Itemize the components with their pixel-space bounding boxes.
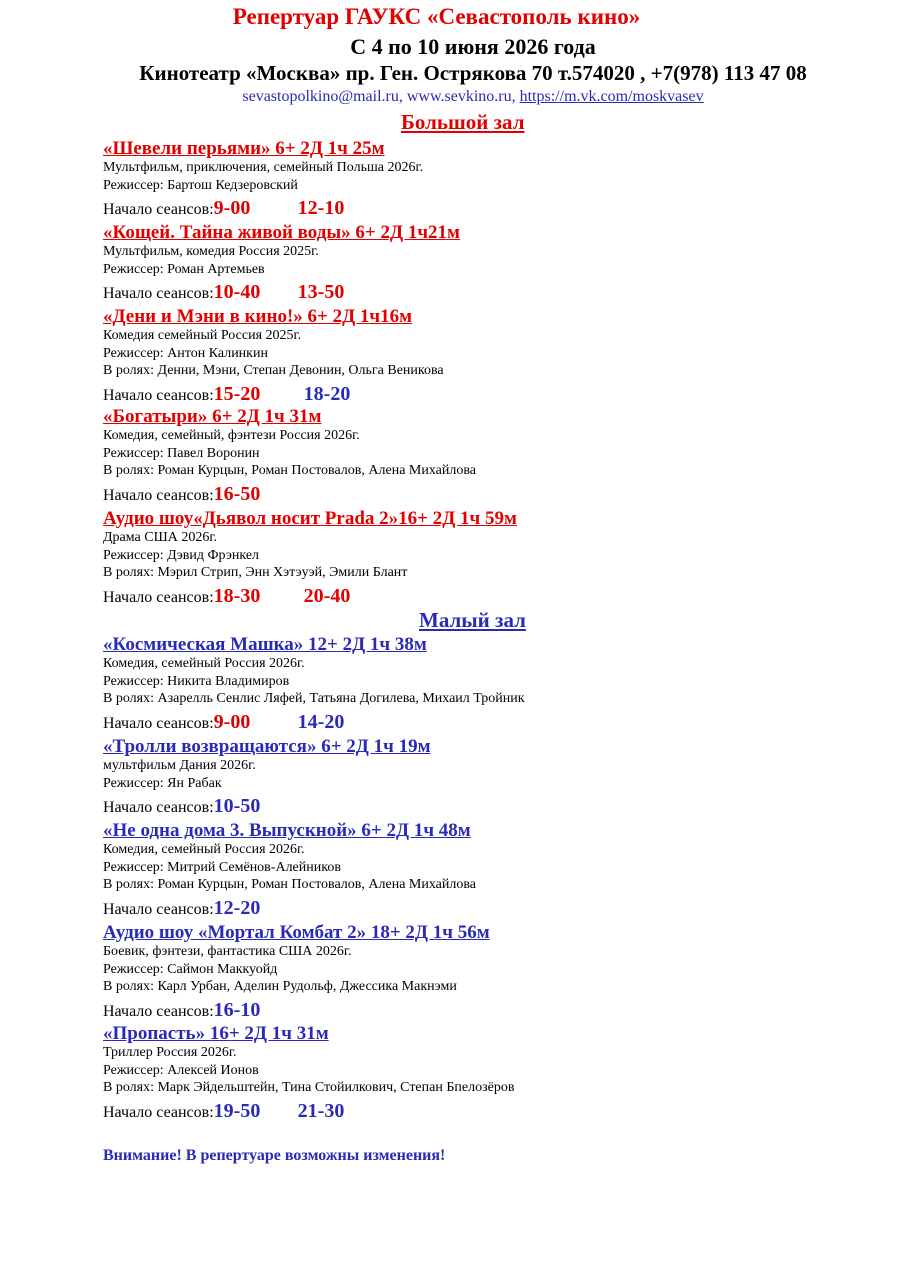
movie-director: Режиссер: Дэвид Фрэнкел: [103, 547, 260, 563]
movie-entry: [103, 634, 883, 734]
hall-title-small: Малый зал: [419, 608, 526, 632]
session-time: 19-50: [213, 1099, 261, 1122]
movie-entry: [103, 222, 883, 304]
session-time: 16-10: [213, 998, 261, 1021]
movie-director: Режиссер: Павел Воронин: [103, 445, 260, 461]
session-times: [103, 280, 883, 304]
sessions-label: Начало сеансов:: [103, 588, 214, 606]
movie-entry: [103, 508, 883, 608]
session-time: 14-20: [297, 710, 345, 733]
movie-director: Режиссер: Бартош Кедзеровский: [103, 177, 298, 193]
session-times: [103, 482, 883, 506]
session-time: 10-40: [213, 281, 261, 303]
movie-genre: мультфильм Дания 2026г.: [103, 758, 256, 773]
sessions-label: Начало сеансов:: [103, 799, 214, 816]
sessions-label: Начало сеансов:: [103, 714, 214, 732]
movie-title: «Богатыри» 6+ 2Д 1ч 31м: [103, 406, 322, 427]
movie-title: «Космическая Машка» 12+ 2Д 1ч 38м: [103, 634, 427, 655]
sessions-label: Начало сеансов:: [103, 386, 214, 404]
warning-note: Внимание! В репертуаре возможны изменения!: [103, 1147, 446, 1164]
movie-entry: [103, 406, 883, 506]
movie-genre: Боевик, фэнтези, фантастика США 2026г.: [103, 944, 352, 959]
movie-director: Режиссер: Ян Рабак: [103, 775, 222, 791]
movie-director: Режиссер: Антон Калинкин: [103, 345, 268, 361]
movie-cast: В ролях: Роман Курцын, Роман Постовалов, Алена Михайлова: [103, 463, 476, 478]
session-times: [103, 1099, 883, 1123]
session-time: 12-20: [213, 896, 261, 919]
movie-title: Аудио шоу «Мортал Комбат 2» 18+ 2Д 1ч 56м: [103, 922, 490, 943]
session-times: [103, 710, 883, 734]
session-times: [103, 896, 883, 920]
contacts: sevastopolkino@mail.ru, www.sevkino.ru, https://m.vk.com/moskvasev: [242, 88, 704, 105]
movie-genre: Комедия, семейный Россия 2026г.: [103, 842, 305, 857]
movie-title: «Пропасть» 16+ 2Д 1ч 31м: [103, 1023, 329, 1044]
movie-director: Режиссер: Роман Артемьев: [103, 261, 265, 277]
movie-genre: Мультфильм, приключения, семейный Польша 2026г.: [103, 160, 424, 175]
movie-cast: В ролях: Роман Курцын, Роман Постовалов, Алена Михайлова: [103, 877, 476, 892]
movie-entry: [103, 820, 883, 920]
movie-genre: Комедия семейный Россия 2025г.: [103, 328, 302, 343]
movie-genre: Мультфильм, комедия Россия 2025г.: [103, 244, 319, 259]
session-time: 20-40: [303, 584, 351, 607]
session-times: [103, 998, 883, 1022]
movie-entry: [103, 306, 883, 406]
session-times: [103, 584, 883, 608]
movie-cast: В ролях: Марк Эйдельштейн, Тина Стойилкович, Степан Бпелозёров: [103, 1080, 515, 1095]
session-time: 9-00: [213, 710, 251, 733]
sessions-label: Начало сеансов:: [103, 900, 214, 918]
page-title: Репертуар ГАУКС «Севастополь кино»: [232, 4, 641, 29]
movie-title: «Тролли возвращаются» 6+ 2Д 1ч 19м: [103, 736, 431, 757]
session-time: 9-00: [213, 197, 251, 219]
session-times: [103, 382, 883, 406]
session-time: 16-50: [213, 482, 261, 505]
movie-cast: В ролях: Мэрил Стрип, Энн Хэтэуэй, Эмили Блант: [103, 565, 408, 580]
site-link[interactable]: www.sevkino.ru: [406, 88, 512, 105]
sessions-label: Начало сеансов:: [103, 285, 214, 302]
movie-cast: В ролях: Карл Урбан, Аделин Рудольф, Джессика Макнэми: [103, 979, 457, 994]
movie-genre: Триллер Россия 2026г.: [103, 1045, 237, 1060]
sessions-label: Начало сеансов:: [103, 1103, 214, 1121]
movie-genre: Комедия, семейный, фэнтези Россия 2026г.: [103, 428, 360, 443]
session-time: 15-20: [213, 382, 261, 405]
session-time: 12-10: [297, 197, 345, 219]
email-link[interactable]: sevastopolkino@mail.ru: [242, 88, 399, 105]
session-time: 18-30: [213, 584, 261, 607]
session-time: 10-50: [213, 795, 261, 817]
sessions-label: Начало сеансов:: [103, 201, 214, 218]
vk-link[interactable]: https://m.vk.com/moskvasev: [519, 88, 704, 105]
movie-entry: [103, 922, 883, 1022]
movie-director: Режиссер: Алексей Ионов: [103, 1062, 259, 1078]
movie-entry: [103, 138, 883, 220]
session-time: 21-30: [297, 1099, 345, 1122]
movie-director: Режиссер: Никита Владимиров: [103, 673, 290, 689]
movie-cast: В ролях: Азарелль Сенлис Ляфей, Татьяна Догилева, Михаил Тройник: [103, 691, 525, 706]
movie-genre: Драма США 2026г.: [103, 530, 217, 545]
movie-cast: В ролях: Денни, Мэни, Степан Девонин, Ольга Веникова: [103, 363, 444, 378]
movie-director: Режиссер: Митрий Семёнов-Алейников: [103, 859, 341, 875]
date-range: С 4 по 10 июня 2026 года: [350, 34, 596, 59]
session-times: [103, 196, 883, 220]
session-times: [103, 794, 883, 818]
sessions-label: Начало сеансов:: [103, 1002, 214, 1020]
session-time: 18-20: [303, 382, 351, 405]
hall-title-big: Большой зал: [401, 110, 525, 134]
movie-title: «Дени и Мэни в кино!» 6+ 2Д 1ч16м: [103, 306, 413, 327]
movie-title: «Кощей. Тайна живой воды» 6+ 2Д 1ч21м: [103, 222, 460, 243]
movie-entry: [103, 736, 883, 818]
venue-info: Кинотеатр «Москва» пр. Ген. Острякова 70 т.574020 , +7(978) 113 47 08: [139, 61, 807, 85]
sessions-label: Начало сеансов:: [103, 486, 214, 504]
movie-title: «Шевели перьями» 6+ 2Д 1ч 25м: [103, 138, 385, 159]
movie-entry: [103, 1023, 883, 1123]
movie-title: Аудио шоу«Дьявол носит Prada 2»16+ 2Д 1ч 59м: [103, 508, 517, 529]
movie-director: Режиссер: Саймон Маккуойд: [103, 961, 278, 977]
movie-title: «Не одна дома 3. Выпускной» 6+ 2Д 1ч 48м: [103, 820, 471, 841]
session-time: 13-50: [297, 281, 345, 303]
movie-genre: Комедия, семейный Россия 2026г.: [103, 656, 305, 671]
